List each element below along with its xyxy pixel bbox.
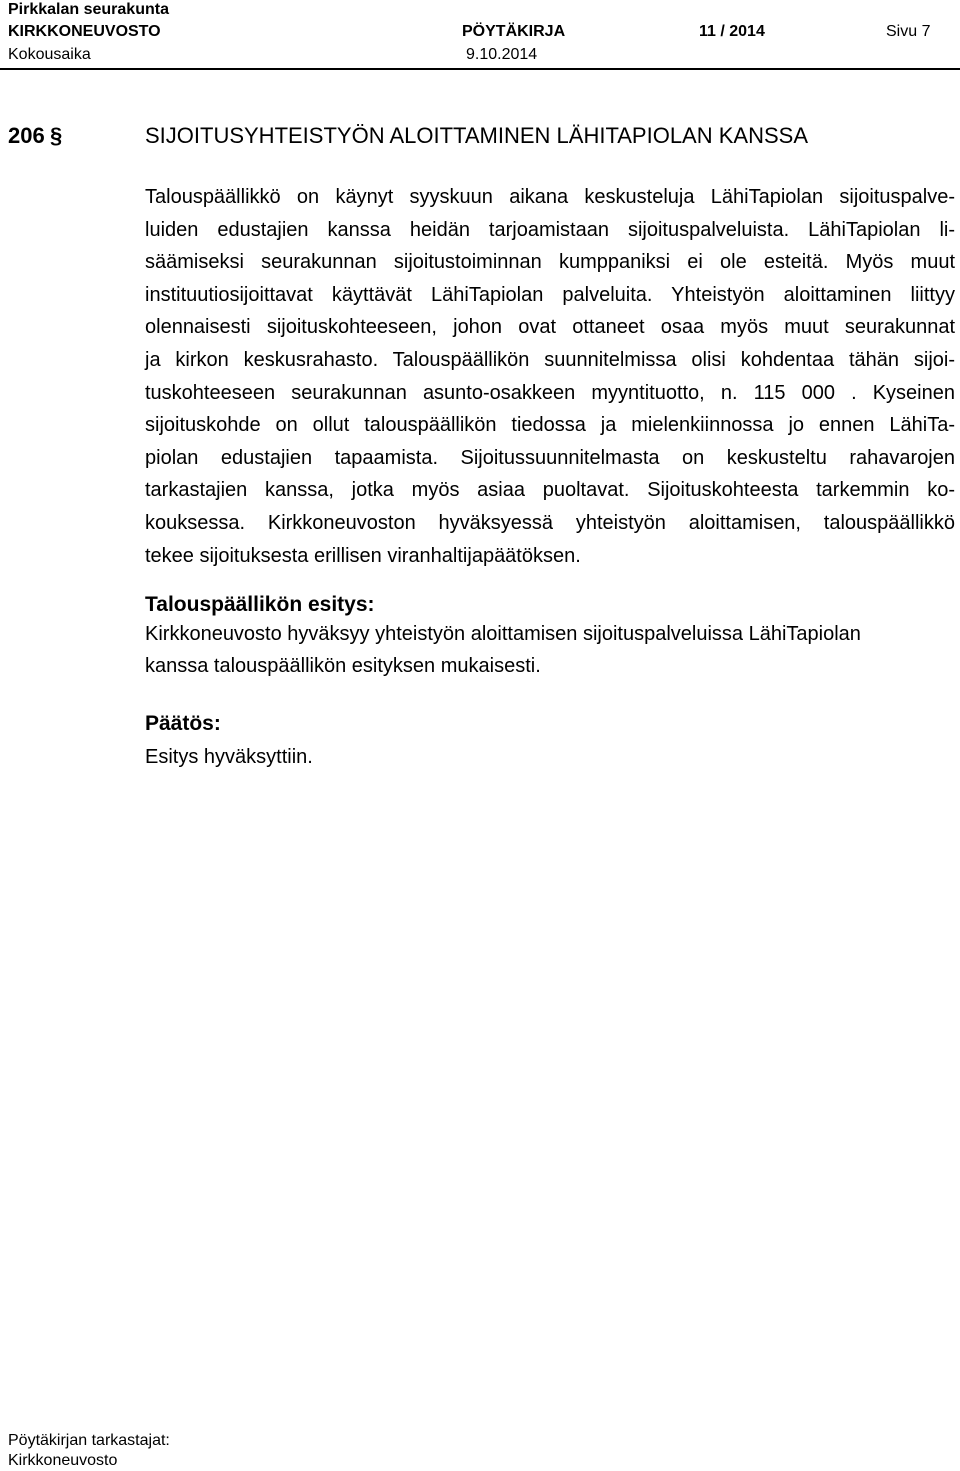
paragraph-line: ja kirkon keskusrahasto. Talouspäällikön suunnitelmissa olisi kohdentaa tähän sijoi- [145, 348, 955, 371]
paragraph-line: tuskohteeseen seurakunnan asunto-osakkeen myyntituotto, n. 115 000 . Kyseinen [145, 381, 955, 404]
section-symbol: § [50, 123, 63, 148]
governing-body: KIRKKONEUVOSTO [8, 23, 161, 40]
proposal-label: Talouspäällikön esitys: [145, 593, 375, 616]
paragraph-line: Talouspäällikkö on käynyt syyskuun aikana keskusteluja LähiTapiolan sijoituspalve- [145, 186, 955, 208]
paragraph-line: instituutiosijoittavat käyttävät LähiTapiolan palveluita. Yhteistyön aloittaminen liittyy [145, 283, 955, 306]
paragraph-line: kouksessa. Kirkkoneuvoston hyväksyessä yhteistyön aloittamisen, talouspäällikkö [145, 511, 955, 534]
organization-name: Pirkkalan seurakunta [8, 1, 169, 18]
paragraph-line: tekee sijoituksesta erillisen viranhaltijapäätöksen. [145, 544, 581, 567]
main-paragraph [145, 181, 955, 572]
paragraph-line: olennaisesti sijoituskohteeseen, johon ovat ottaneet osaa myös muut seurakunnat [145, 316, 955, 339]
paragraph-line: luiden edustajien kanssa heidän tarjoamistaan sijoituspalveluista. LähiTapiolan li- [145, 218, 955, 241]
meeting-time-label: Kokousaika [8, 46, 91, 63]
meeting-number: 11 / 2014 [699, 23, 765, 40]
proposal-text-line-1: Kirkkoneuvosto hyväksyy yhteistyön aloittamisen sijoituspalveluissa LähiTapiolan [145, 623, 861, 645]
decision-text: Esitys hyväksyttiin. [145, 746, 313, 768]
document-type: PÖYTÄKIRJA [462, 23, 566, 40]
meeting-date: 9.10.2014 [466, 46, 538, 63]
paragraph-line: piolan edustajien tapaamista. Sijoitussuunnitelmasta on keskusteltu rahavarojen [145, 446, 955, 469]
decision-label: Päätös: [145, 712, 221, 735]
section-title: SIJOITUSYHTEISTYÖN ALOITTAMINEN LÄHITAPIOLAN KANSSA [145, 123, 808, 148]
reviewers-label: Pöytäkirjan tarkastajat: [8, 1432, 170, 1449]
page-number: Sivu 7 [886, 23, 931, 40]
proposal-text-line-2: kanssa talouspäällikön esityksen mukaisesti. [145, 655, 541, 677]
paragraph-line: tarkastajien kanssa, jotka myös asiaa puoltavat. Sijoituskohteesta tarkemmin ko- [145, 479, 955, 502]
paragraph-line: säämiseksi seurakunnan sijoitustoiminnan kumppaniksi ei ole esteitä. Myös muut [145, 251, 955, 274]
header-divider [0, 68, 960, 70]
section-number: 206 [8, 123, 45, 148]
paragraph-line: sijoituskohde on ollut talouspäällikön tiedossa ja mielenkiinnossa jo ennen LähiTa- [145, 414, 955, 437]
reviewers-body: Kirkkoneuvosto [8, 1452, 118, 1469]
